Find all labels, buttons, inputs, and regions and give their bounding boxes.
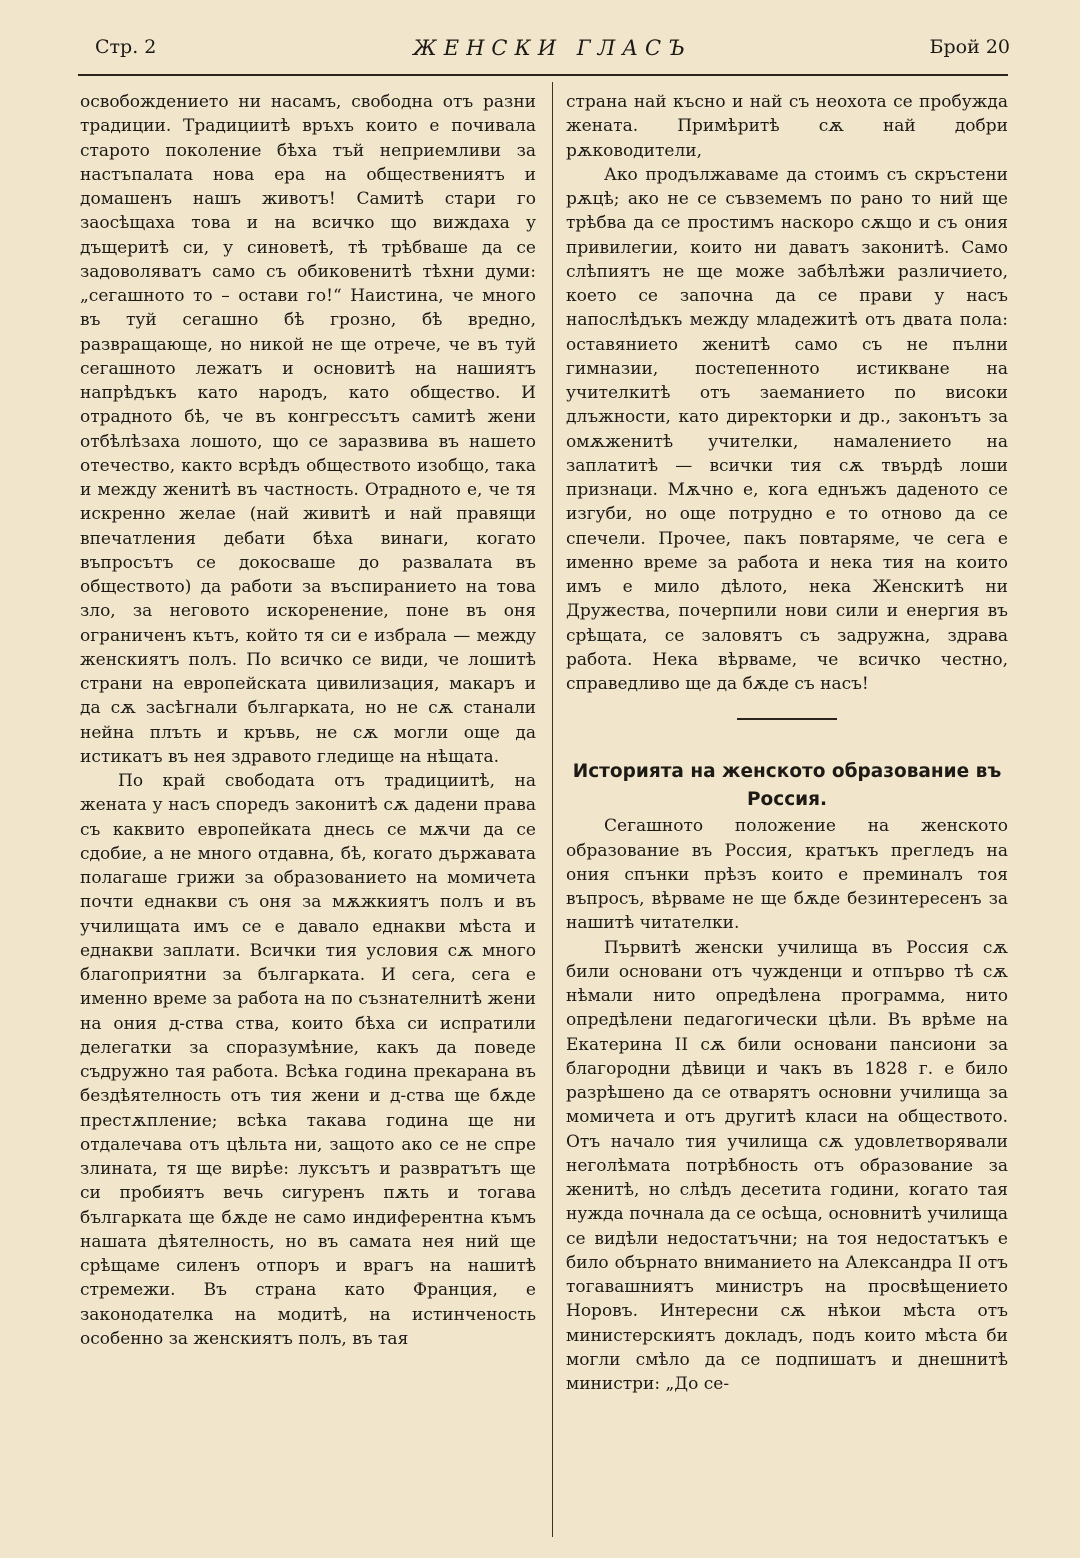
issue-number: Брой 20 — [929, 36, 1010, 58]
paragraph: освобождението ни насамъ, свободна отъ разни традиции. Традициитѣ връхъ които е почивала старото поколение бѣха тъй неприемливи за настъпалата нова ера на обществениятъ и домашенъ нашъ животъ! Самитѣ стари го заосѣщаха това и на всичко що виждаха у дъщеритѣ си, у синоветѣ, тѣ трѣбваше да се задоволяватъ само съ обиковенитѣ тѣхни думи: „сегашното то – остави го!“ Наистина, че много въ туй сегашно бѣ грозно, бѣ вредно, развращающе, но никой не ще отрече, че въ туй сегашното лежатъ и основитѣ на нашиятъ напрѣдъкъ като народъ, като общество. И отрадното бѣ, че въ конгрессътъ самитѣ жени отбѣлѣзаха лошото, що се заразвива въ нашето отечество, както всрѣдъ обществото изобщо, така и между женитѣ въ частность. Отрадното е, че тя искренно желае (най живитѣ и най правящи впечатления дебати бѣха винаги, когато въпросътъ се докосваше до развалата въ обществото) да работи за въспиранието на това зло, за неговото искоренение, поне въ оня ограниченъ кътъ, който тя си е избрала — между женскиятъ полъ. По всичко се види, че лошитѣ страни на европейската цивилизация, макаръ и да сѫ засѣгнали българката, но не сѫ станали нейна плъть и кръвь, не сѫ могли още да истикатъ въ нея здравото гледище на нѣщата. — [80, 92, 536, 767]
paragraph: страна най късно и най съ неохота се пробужда жената. Примѣритѣ сѫ най добри рѫководители, — [566, 92, 1008, 161]
left-column — [80, 90, 536, 1351]
paragraph: По край свободата отъ традициитѣ, на жената у насъ споредъ законитѣ сѫ дадени права съ каквито европейката днесь се мѫчи да се сдобие, а не много отдавна, бѣ, когато държавата полагаше грижи за образованието на момичета почти еднакви съ оня за мѫжкиятъ полъ и въ училищата имъ се е давало еднакви мѣста и еднакви заплати. Всички тия условия сѫ много благоприятни за българката. И сега, сега е именно време за работа на по съзнателнитѣ жени на ония д-ства ства, които бѣха си испратили делегатки за споразумѣние, какъ да поведе съдружно тая работа. Всѣка година прекарана въ бездѣятелность отъ тия жени и д-ства ще бѫде престѫпление; всѣка такава година ще ни отдалечава отъ цѣльта ни, защото ако се не спре злината, тя ще вирѣе: луксътъ и развратътъ ще си пробиятъ вечь сигуренъ пѫть и тогава българката ще бѫде не само индиферентна къмъ нашата дѣятелность, но въ самата нея ний ще срѣщаме силенъ отпоръ и врагъ на нашитѣ стремежи. Въ страна като Франция, е законодателка на модитѣ, на истинченость особенно за женскиятъ полъ, въ тая — [80, 771, 536, 1349]
paragraph: Сегашното положение на женското образование въ Россия, кратъкъ прегледъ на ония спънки прѣзъ които е преминалъ тоя въпросъ, вѣрваме не ще бѫде безинтересенъ за нашитѣ читателки. — [566, 816, 1008, 934]
header-rule — [78, 74, 1008, 76]
section-separator — [737, 718, 837, 720]
column-divider — [552, 82, 553, 1537]
right-column — [566, 90, 1008, 1396]
paragraph: Ако продължаваме да стоимъ съ скръстени рѫцѣ; ако не се съвземемъ по рано то ний ще трѣбва да се простимъ наскоро сѫщо и съ ония привилегии, които ни даватъ законитѣ. Само слѣпиятъ не ще може забѣлѣжи различието, което се започна да се прави у насъ напослѣдъкъ между младежитѣ отъ двата пола: оставянието женитѣ само съ не пълни гимназии, постепенното истикване на учителкитѣ отъ заеманието по високи длъжности, като директорки и др., законътъ за омѫженитѣ учителки, намалението на заплатитѣ — всички тия сѫ твърдѣ лоши признаци. Мѫчно е, кога еднъжъ даденото се изгуби, но още потрудно е то отново да се спечели. Прочее, пакъ повтаряме, че сега е именно време за работа и нека тия на които имъ е мило дѣлото, нека Женскитѣ ни Дружества, почерпили нови сили и енергия въ срѣщата, се заловятъ съ задружна, здрава работа. Нека вѣрваме, че всичко честно, справедливо ще да бѫде съ насъ! — [566, 164, 1008, 694]
page-number: Стр. 2 — [95, 36, 157, 58]
newspaper-title: ЖЕНСКИ ГЛАСЪ — [413, 36, 692, 60]
paragraph: Първитѣ женски училища въ Россия сѫ били основани отъ чужденци и отпърво тѣ сѫ нѣмали нито опредѣлена программа, нито опредѣлени педагогически цѣли. Въ врѣме на Екатерина II сѫ били основани пансиони за благородни дѣвици и чакъ въ 1828 г. е било разрѣшено да се отварятъ основни училища за момичета и отъ другитѣ класи на обществото. Отъ начало тия училища сѫ удовлетворявали неголѣмата потрѣбность отъ образование за женитѣ, но слѣдъ десетита години, когато тая нужда почнала да се осѣща, основнитѣ училища се видѣли недостатъчни; на тоя недостатъкъ е било обърнато вниманието на Александра II отъ тогавашниятъ министръ на просвѣщението Норовъ. Интересни сѫ нѣкои мѣста отъ министерскиятъ докладъ, подъ които мѣста би могли смѣло да се подпишатъ и днешнитѣ министри: „До се- — [566, 937, 1008, 1394]
page-header — [95, 36, 1010, 70]
article-title: Историята на женското образование въ Россия. — [572, 761, 1002, 811]
